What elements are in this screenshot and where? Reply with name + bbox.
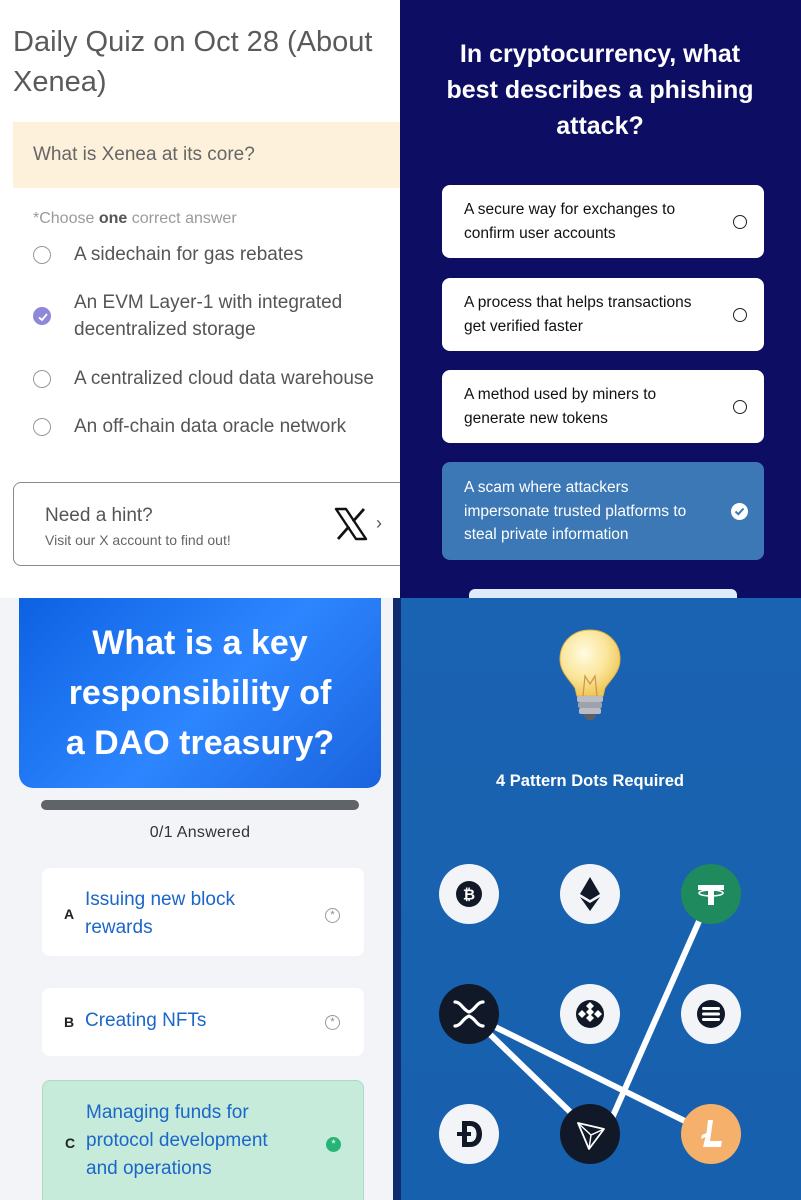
option-label: A centralized cloud data warehouse (74, 368, 374, 389)
answer-option-a[interactable] (42, 868, 364, 956)
dogecoin-icon (439, 1104, 499, 1164)
option-label: An EVM Layer-1 with integrated decentralized storage (74, 292, 343, 340)
radio-button[interactable] (33, 246, 51, 264)
question-text: In cryptocurrency, what best describes a phishing attack? (446, 40, 754, 140)
radio-button[interactable] (733, 308, 747, 322)
x-logo-icon (334, 507, 368, 541)
pattern-requirement: 4 Pattern Dots Required (496, 772, 684, 790)
radio-button-checked[interactable] (33, 307, 51, 325)
bitcoin-icon (439, 864, 499, 924)
svg-text:₿: ₿ (462, 885, 476, 904)
hint-subtitle: Visit our X account to find out! (45, 532, 231, 548)
bitcoin-dot[interactable] (439, 864, 499, 924)
xrp-icon (439, 984, 499, 1044)
progress-bar (41, 800, 359, 810)
phishing-quiz-panel (400, 0, 801, 598)
question-box (13, 122, 400, 188)
check-icon (37, 311, 49, 323)
answer-card-1[interactable]: A secure way for exchanges to confirm user accounts (442, 185, 764, 258)
asterisk-icon: * (325, 908, 340, 923)
submit-button[interactable] (469, 589, 737, 598)
question-card (19, 598, 381, 788)
bnb-dot[interactable] (560, 984, 620, 1044)
ethereum-icon (560, 864, 620, 924)
radio-button[interactable] (33, 418, 51, 436)
question-text: What is a key responsibility of a DAO treasury? (65, 624, 335, 762)
answer-option-b[interactable] (42, 988, 364, 1056)
bnb-icon (560, 984, 620, 1044)
option-label: A sidechain for gas rebates (74, 244, 304, 265)
option-letter: C (65, 1135, 76, 1151)
option-letter: A (64, 906, 75, 922)
answer-instruction: *Choose one correct answer (33, 210, 237, 227)
xrp-dot[interactable] (439, 984, 499, 1044)
chevron-right-icon: › (376, 513, 382, 533)
radio-button[interactable] (733, 215, 747, 229)
radio-button[interactable] (33, 370, 51, 388)
hint-card[interactable] (13, 482, 400, 566)
answer-option-c-correct[interactable] (42, 1080, 364, 1200)
answer-card-3[interactable]: A method used by miners to generate new tokens (442, 370, 764, 443)
quiz-title: Daily Quiz on Oct 28 (About Xenea) (13, 26, 373, 98)
radio-button[interactable] (733, 400, 747, 414)
correct-check-icon: * (326, 1137, 341, 1152)
option-label: Creating NFTs (85, 1010, 207, 1031)
xenea-quiz-panel (0, 0, 400, 598)
ethena-icon (681, 984, 741, 1044)
tron-dot[interactable] (560, 1104, 620, 1164)
ethereum-dot[interactable] (560, 864, 620, 924)
answer-card-4-selected[interactable]: A scam where attackers impersonate trusted platforms to steal private information (442, 462, 764, 560)
ethena-dot[interactable] (681, 984, 741, 1044)
litecoin-dot[interactable] (681, 1104, 741, 1164)
option-label: An off-chain data oracle network (74, 416, 347, 437)
option-label: Managing funds for protocol development and operations (86, 1102, 268, 1179)
tether-dot[interactable] (681, 864, 741, 924)
question-text: What is Xenea at its core? (33, 144, 255, 165)
litecoin-icon (681, 1104, 741, 1164)
option-label: Issuing new block rewards (85, 889, 235, 938)
asterisk-icon: * (325, 1015, 340, 1030)
hint-title: Need a hint? (45, 505, 153, 526)
check-icon (734, 506, 745, 517)
pattern-panel (393, 598, 801, 1200)
option-letter: B (64, 1014, 75, 1030)
dogecoin-dot[interactable] (439, 1104, 499, 1164)
answer-card-2[interactable]: A process that helps transactions get verified faster (442, 278, 764, 351)
check-circle-icon[interactable] (731, 503, 748, 520)
tether-icon (681, 864, 741, 924)
tron-icon (560, 1104, 620, 1164)
dao-quiz-panel (0, 598, 393, 1200)
answered-count: 0/1 Answered (149, 824, 251, 841)
